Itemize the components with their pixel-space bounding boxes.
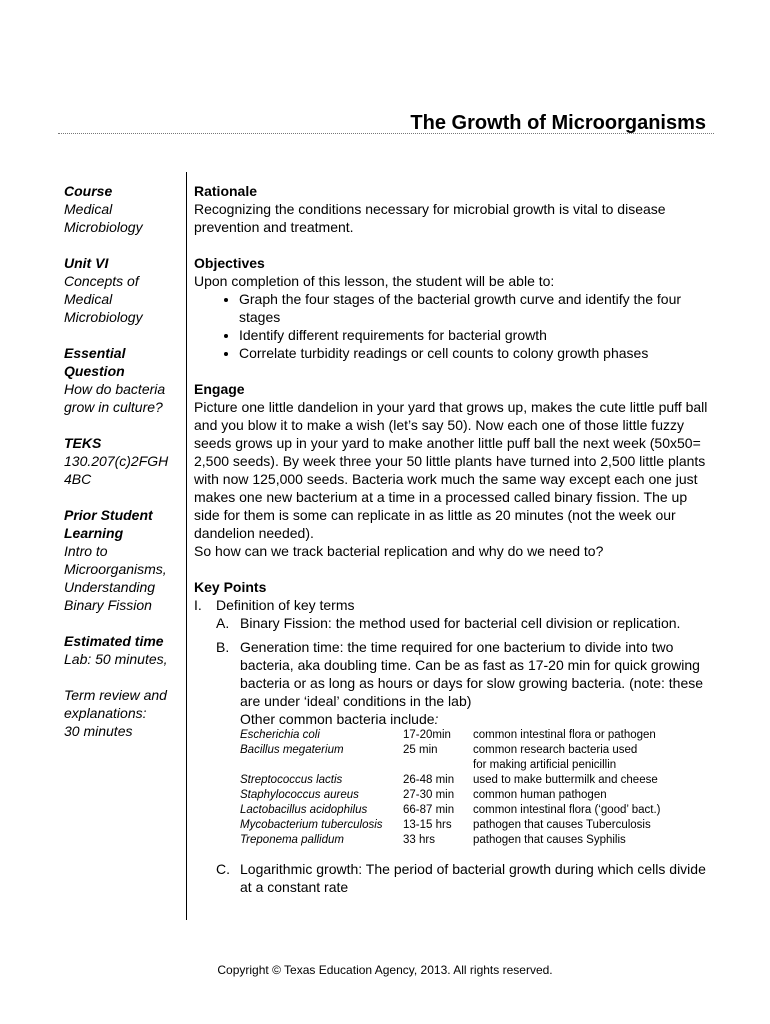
key-point-i-number: I.	[194, 597, 202, 613]
bacteria-row	[240, 758, 661, 773]
engage-heading: Engage	[194, 381, 245, 397]
bacteria-generation-time: 25 min	[403, 744, 438, 756]
sidebar-estimated-line: Lab: 50 minutes,	[64, 651, 168, 667]
bacteria-row	[240, 728, 661, 743]
sidebar-essential-question	[64, 344, 184, 416]
objectives-intro: Upon completion of this lesson, the student will be able to:	[194, 273, 555, 289]
key-point-a-text: Binary Fission: the method used for bacterial cell division or replication.	[240, 615, 681, 631]
bacteria-row	[240, 788, 661, 803]
sidebar-prior-line: Intro to	[64, 543, 108, 559]
engage-question: So how can we track bacterial replication and why do we need to?	[194, 543, 604, 559]
main-content	[194, 182, 714, 914]
document-title: The Growth of Microorganisms	[410, 112, 706, 134]
sidebar-prior-heading: Prior Student	[64, 507, 153, 523]
sidebar-course-line: Medical	[64, 201, 113, 217]
rationale-heading: Rationale	[194, 183, 258, 199]
key-point-b-letter: B.	[216, 639, 230, 655]
engage-section	[194, 380, 714, 560]
sidebar-prior-heading: Learning	[64, 525, 124, 541]
sidebar-unit-line: Concepts of	[64, 273, 139, 289]
sidebar-essential-line: grow in culture?	[64, 399, 163, 415]
sidebar-course	[64, 182, 184, 236]
copyright-footer: Copyright © Texas Education Agency, 2013. All rights reserved.	[217, 963, 553, 977]
sidebar-unit	[64, 254, 184, 326]
sidebar-teks-heading: TEKS	[64, 435, 102, 451]
bacteria-generation-time: 26-48 min	[403, 774, 455, 786]
bacteria-table	[240, 728, 661, 848]
bacteria-description: common intestinal flora (‘good’ bact.)	[473, 804, 661, 816]
key-point-i	[194, 596, 714, 614]
bacteria-generation-time: 17-20min	[403, 729, 451, 741]
key-point-c	[216, 860, 714, 896]
sidebar-prior-line: Understanding	[64, 579, 156, 595]
bacteria-name: Streptococcus lactis	[240, 774, 343, 786]
bacteria-description: used to make buttermilk and cheese	[473, 774, 658, 786]
sidebar-prior-learning	[64, 506, 184, 614]
bacteria-row	[240, 803, 661, 818]
bacteria-description: pathogen that causes Tuberculosis	[473, 819, 651, 831]
sidebar-term-review	[64, 686, 184, 740]
sidebar-essential-heading: Question	[64, 363, 125, 379]
bacteria-name: Staphylococcus aureus	[240, 789, 359, 801]
bacteria-name: Bacillus megaterium	[240, 744, 344, 756]
bacteria-description: pathogen that causes Syphilis	[473, 834, 626, 846]
bacteria-generation-time: 66-87 min	[403, 804, 455, 816]
title-divider	[58, 133, 714, 134]
key-point-c-text: Logarithmic growth: The period of bacterial growth during which cells divide at a constant rate	[240, 861, 706, 895]
sidebar-unit-line: Medical	[64, 291, 113, 307]
sidebar-essential-heading: Essential	[64, 345, 126, 361]
sidebar-teks	[64, 434, 184, 488]
sidebar-unit-heading: Unit VI	[64, 255, 109, 271]
sidebar-course-line: Microbiology	[64, 219, 143, 235]
bacteria-row	[240, 743, 661, 758]
objectives-section	[194, 254, 714, 362]
bacteria-generation-time: 33 hrs	[403, 834, 435, 846]
bacteria-description: for making artificial penicillin	[473, 759, 617, 771]
bacteria-description: common human pathogen	[473, 789, 607, 801]
column-divider	[186, 172, 187, 920]
bacteria-name	[240, 758, 403, 773]
bacteria-name: Mycobacterium tuberculosis	[240, 819, 383, 831]
bacteria-name: Escherichia coli	[240, 729, 320, 741]
sidebar-teks-line: 4BC	[64, 471, 92, 487]
bacteria-generation-time: 27-30 min	[403, 789, 455, 801]
key-point-c-letter: C.	[216, 861, 230, 877]
key-point-b-other	[240, 710, 714, 728]
objective-item: • Correlate turbidity readings or cell counts to colony growth phases	[239, 344, 714, 362]
bacteria-row	[240, 833, 661, 848]
sidebar-term-line: explanations:	[64, 705, 147, 721]
bacteria-name: Treponema pallidum	[240, 834, 344, 846]
engage-text: Picture one little dandelion in your yard that grows up, makes the cute little puff ball and you blow it to make a wish (let’s say 50). Now each one of those little fuzzy seeds grows up in your yard to make another little puff ball the next week (50x50= 2,500 seeds). By week three your 50 little plants have turned into 2,500 little plants with now 125,000 seeds. Bacteria work much the same way except each one just makes one new bacterium at a time in a processed called binary fission. The up side for them is some can replicate in as little as 20 minutes (not the week our dandelion needed).	[194, 399, 708, 541]
key-point-b-text: Generation time: the time required for one bacterium to divide into two bacteria, aka doubling time. Can be as fast as 17-20 min for quick growing bacteria or as long as hours or days for slow growing bacteria. (note: these are under ‘ideal’ conditions in the lab)	[240, 639, 704, 709]
bacteria-row	[240, 773, 661, 788]
sidebar-unit-line: Microbiology	[64, 309, 143, 325]
objectives-heading: Objectives	[194, 255, 265, 271]
key-points-heading: Key Points	[194, 579, 267, 595]
bacteria-description: common research bacteria used	[473, 744, 638, 756]
key-point-i-text: Definition of key terms	[216, 597, 355, 613]
key-point-a-letter: A.	[216, 615, 230, 631]
bacteria-name: Lactobacillus acidophilus	[240, 804, 368, 816]
sidebar-estimated-heading: Estimated time	[64, 633, 164, 649]
sidebar-course-heading: Course	[64, 183, 113, 199]
bacteria-description: common intestinal flora or pathogen	[473, 729, 656, 741]
sidebar-term-line: 30 minutes	[64, 723, 133, 739]
bacteria-generation-time	[403, 758, 473, 773]
sidebar-estimated-time	[64, 632, 184, 668]
sidebar	[64, 182, 184, 758]
sidebar-term-line: Term review and	[64, 687, 167, 703]
key-point-b	[216, 638, 714, 854]
sidebar-essential-line: How do bacteria	[64, 381, 166, 397]
key-point-a	[216, 614, 714, 632]
key-point-b-other-text: Other common bacteria include	[240, 711, 435, 727]
rationale-section	[194, 182, 714, 236]
sidebar-prior-line: Binary Fission	[64, 597, 152, 613]
objectives-list	[194, 290, 714, 362]
rationale-text: Recognizing the conditions necessary for microbial growth is vital to disease prevention and treatment.	[194, 201, 666, 235]
bacteria-generation-time: 13-15 hrs	[403, 819, 452, 831]
key-points-section	[194, 578, 714, 896]
objective-item: • Identify different requirements for bacterial growth	[239, 326, 714, 344]
objective-item: • Graph the four stages of the bacterial growth curve and identify the four stages	[239, 290, 714, 326]
bacteria-row	[240, 818, 661, 833]
key-point-b-colon: :	[434, 711, 439, 727]
sidebar-prior-line: Microorganisms,	[64, 561, 167, 577]
sidebar-teks-line: 130.207(c)2FGH	[64, 453, 169, 469]
